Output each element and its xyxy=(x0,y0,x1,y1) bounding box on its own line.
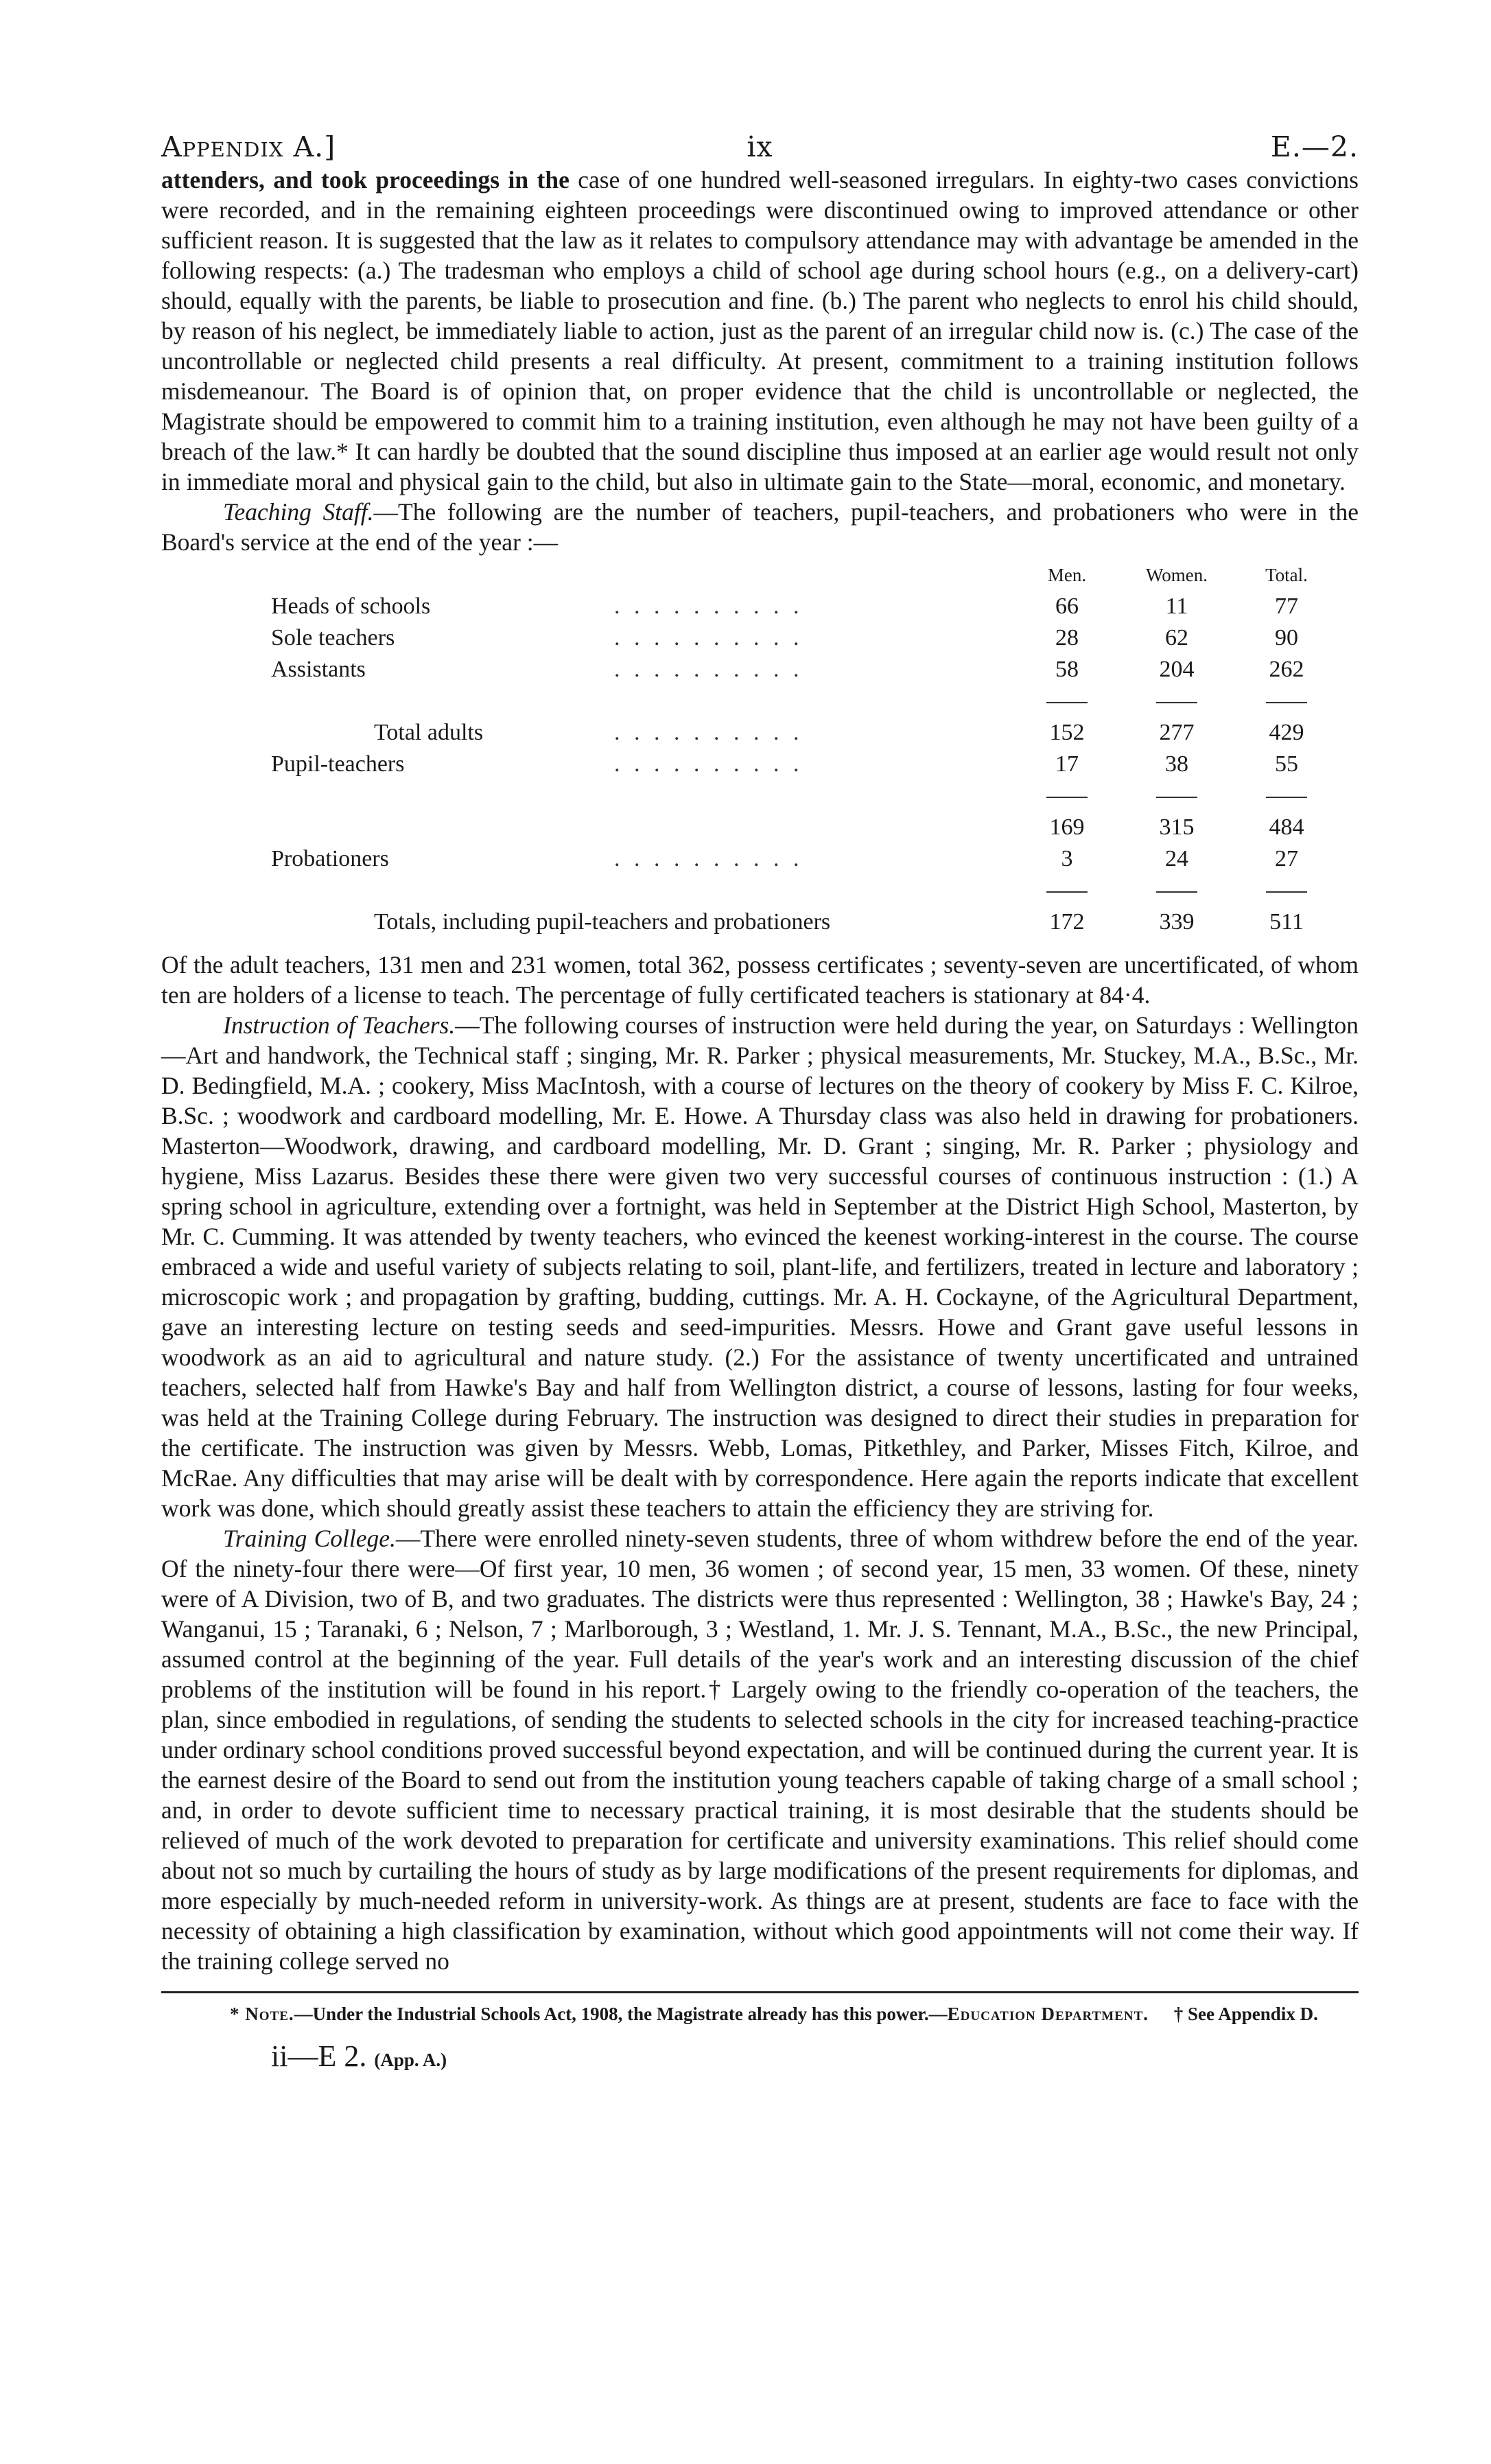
footnotes xyxy=(161,2002,1359,2026)
table-row xyxy=(271,653,1341,685)
cell-men: 66 xyxy=(1055,594,1079,619)
cell-total: 77 xyxy=(1275,594,1298,619)
header-page-number: ix xyxy=(747,130,773,163)
body-text xyxy=(161,165,1359,1976)
table-row xyxy=(271,906,1341,937)
table-row xyxy=(271,843,1341,874)
cell-women: 204 xyxy=(1159,657,1195,682)
table-row xyxy=(271,590,1341,622)
total-rule xyxy=(1046,797,1088,798)
leader-dots: . . . . . . . . . . xyxy=(614,846,803,871)
cell-women: 24 xyxy=(1165,846,1188,871)
total-rule xyxy=(1156,891,1197,893)
cell-men: 3 xyxy=(1061,846,1073,871)
signature-appendix: (App. A.) xyxy=(374,2050,447,2070)
col-header-men: Men. xyxy=(1047,565,1087,585)
table-row xyxy=(271,622,1341,653)
total-rule xyxy=(1266,797,1307,798)
total-rule xyxy=(1266,702,1307,703)
cell-women: 11 xyxy=(1165,594,1188,619)
cell-total: 484 xyxy=(1269,814,1304,840)
footnote-1-dept: Education Department. xyxy=(947,2004,1149,2024)
cell-total: 262 xyxy=(1269,657,1304,682)
leader-dots: . . . . . . . . . . xyxy=(614,625,803,650)
row-label: Sole teachers xyxy=(271,625,395,650)
paragraph-training-college xyxy=(161,1523,1359,1976)
teaching-staff-intro: —The following are the number of teachers, pupil-teachers, and probationers who were in the Board's service at the end of the year :— xyxy=(161,498,1359,556)
cell-men: 172 xyxy=(1049,909,1085,935)
row-label: Total adults xyxy=(374,720,484,745)
table-rule-row xyxy=(271,779,1341,811)
leader-dots: . . . . . . . . . . xyxy=(614,720,803,745)
paragraph-attendance xyxy=(161,165,1359,497)
cell-total: 55 xyxy=(1275,751,1298,777)
cell-total: 429 xyxy=(1269,720,1304,745)
paragraph-attendance-bold: attenders, and took proceedings in the xyxy=(161,166,570,193)
cell-total: 511 xyxy=(1269,909,1304,935)
table-row xyxy=(271,716,1341,748)
teaching-staff-heading: Teaching Staff. xyxy=(223,498,374,526)
table-rule-row xyxy=(271,874,1341,906)
leader-dots: . . . . . . . . . . xyxy=(614,594,803,619)
page-header xyxy=(161,117,1359,165)
staff-table xyxy=(271,560,1341,937)
paragraph-attendance-text: case of one hundred well-seasoned irregulars. In eighty-two cases convictions were recorded, and in the remaining eighteen proceedings were discontinued owing to improved attendance or other sufficient reason. It is suggested that the law as it relates to compulsory attendance may with advantage be amended in the following respects: (a.) The tradesman who employs a child of school age during school hours (e.g., on a delivery-cart) should, equally with the parents, be liable to prosecution and fine. (b.) The parent who neglects to enrol his child should, by reason of his neglect, be immediately liable to action, just as the parent of an irregular child now is. (c.) The case of the uncontrollable or neglected child presents a real difficulty. At present, commitment to a training institution follows misdemeanour. The Board is of opinion that, on proper evidence that the child is uncontrollable or neglected, the Magistrate should be empowered to commit him to a training institution, even although he may not have been guilty of a breach of the law.* It can hardly be doubted that the sound discipline thus imposed at an earlier age would result not only in immediate moral and physical gain to the child, but also in ultimate gain to the State—moral, economic, and monetary. xyxy=(161,166,1359,495)
cell-men: 169 xyxy=(1049,814,1085,840)
total-rule xyxy=(1156,702,1197,703)
footnote-1-lead: * Note. xyxy=(230,2004,294,2024)
table-row xyxy=(271,748,1341,779)
leader-dots: . . . . . . . . . . xyxy=(614,751,803,777)
cell-men: 58 xyxy=(1055,657,1079,682)
cell-women: 62 xyxy=(1165,625,1188,650)
cell-total: 27 xyxy=(1275,846,1298,871)
footnote-1-text: —Under the Industrial Schools Act, 1908, the Magistrate already has this power.— xyxy=(294,2004,948,2024)
instruction-body: —The following courses of instruction were held during the year, on Saturdays : Wellington—Art and handwork, the Technical staff ; singing, Mr. R. Parker ; physical measurements, Mr. Stuckey, M.A., B.Sc., Mr. D. Bedingfield, M.A. ; cookery, Miss MacIntosh, with a course of lectures on the theory of cookery by Miss F. C. Kilroe, B.Sc. ; woodwork and cardboard modelling, Mr. E. Howe. A Thursday class was also held in drawing for probationers. Masterton—Woodwork, drawing, and cardboard modelling, Mr. D. Grant ; singing, Mr. R. Parker ; physiology and hygiene, Miss Lazarus. Besides these there were given two very successful courses of continuous instruction : (1.) A spring school in agriculture, extending over a fortnight, was held in September at the District High School, Masterton, by Mr. C. Cumming. It was attended by twenty teachers, who evinced the keenest working-interest in the course. The course embraced a wide and useful variety of subjects relating to soil, plant-life, and fertilizers, treated in lecture and laboratory ; microscopic work ; and propagation by grafting, budding, cuttings. Mr. A. H. Cockayne, of the Agricultural Department, gave an interesting lecture on testing seeds and seed-impurities. Messrs. Howe and Grant gave useful lessons in woodwork as an aid to agricultural and nature study. (2.) For the assistance of twenty uncertificated and untrained teachers, selected half from Hawke's Bay and half from Wellington district, a course of lessons, lasting for four weeks, was held at the Training College during February. The instruction was designed to direct their studies in preparation for the certificate. The instruction was given by Messrs. Webb, Lomas, Pitkethley, and Parker, Misses Fitch, Kilroe, and McRae. Any difficulties that may arise will be dealt with by correspondence. Here again the reports indicate that excellent work was done, which should greatly assist these teachers to attain the efficiency they are striving for. xyxy=(161,1011,1359,1522)
cell-women: 277 xyxy=(1159,720,1195,745)
col-header-total: Total. xyxy=(1265,565,1308,585)
signature-code: ii—E 2. xyxy=(271,2039,367,2073)
footnote-1 xyxy=(161,2002,1359,2026)
footnote-2: † See Appendix D. xyxy=(1173,2004,1318,2024)
document-page xyxy=(161,117,1359,2074)
training-body: —There were enrolled ninety-seven students, three of whom withdrew before the end of the year. Of the ninety-four there were—Of first year, 10 men, 36 women ; of second year, 15 men, 33 women. Of these, ninety were of A Division, two of B, and two graduates. The districts were thus represented : Wellington, 38 ; Hawke's Bay, 24 ; Wanganui, 15 ; Taranaki, 6 ; Nelson, 7 ; Marlborough, 3 ; Westland, 1. Mr. J. S. Tennant, M.A., B.Sc., the new Principal, assumed control at the beginning of the year. Full details of the year's work and an interesting discussion of the chief problems of the institution will be found in his report.† Largely owing to the friendly co-operation of the teachers, the plan, since embodied in regulations, of sending the students to selected schools in the city for increased teaching-practice under ordinary school conditions proved successful beyond expectation, and will be continued during the current year. It is the earnest desire of the Board to send out from the institution young teachers capable of taking charge of a small school ; and, in order to devote sufficient time to necessary practical training, it is most desirable that the students should be relieved of much of the work devoted to preparation for certificate and university examinations. This relief should come about not so much by curtailing the hours of study as by large modifications of the present requirements for diplomas, and more especially by much-needed reform in university-work. As things are at present, students are face to face with the necessity of obtaining a high classification by examination, without which good appointments will not come their way. If the training college served no xyxy=(161,1525,1359,1975)
table-row xyxy=(271,811,1341,843)
cell-women: 339 xyxy=(1159,909,1195,935)
cell-men: 152 xyxy=(1049,720,1085,745)
leader-dots: . . . . . . . . . . xyxy=(614,657,803,682)
training-heading: Training College. xyxy=(223,1525,396,1552)
row-label: Totals, including pupil-teachers and probationers xyxy=(374,909,831,935)
cell-men: 17 xyxy=(1055,751,1079,777)
paragraph-teaching-staff xyxy=(161,497,1359,557)
total-rule xyxy=(1266,891,1307,893)
row-label xyxy=(271,811,614,843)
cell-women: 315 xyxy=(1159,814,1195,840)
total-rule xyxy=(1046,702,1088,703)
cell-men: 28 xyxy=(1055,625,1079,650)
total-rule xyxy=(1046,891,1088,893)
col-header-women: Women. xyxy=(1145,565,1208,585)
row-label: Probationers xyxy=(271,846,389,871)
row-label: Assistants xyxy=(271,657,366,682)
header-appendix: Appendix A.] xyxy=(161,130,336,163)
row-label: Pupil-teachers xyxy=(271,751,405,777)
row-label: Heads of schools xyxy=(271,594,431,619)
total-rule xyxy=(1156,797,1197,798)
signature-mark xyxy=(271,2039,1359,2074)
footnote-divider xyxy=(161,1991,1359,1993)
table-header-row xyxy=(271,560,1341,590)
instruction-heading: Instruction of Teachers. xyxy=(223,1011,456,1039)
header-report-code: E.—2. xyxy=(1270,130,1359,163)
table-rule-row xyxy=(271,685,1341,716)
cell-total: 90 xyxy=(1275,625,1298,650)
paragraph-instruction xyxy=(161,1010,1359,1523)
paragraph-certificates: Of the adult teachers, 131 men and 231 women, total 362, possess certificates ; seventy-seven are uncertificated, of whom ten are holders of a license to teach. The percentage of fully certificated teachers is stationary at 84·4. xyxy=(161,951,1359,1009)
cell-women: 38 xyxy=(1165,751,1188,777)
